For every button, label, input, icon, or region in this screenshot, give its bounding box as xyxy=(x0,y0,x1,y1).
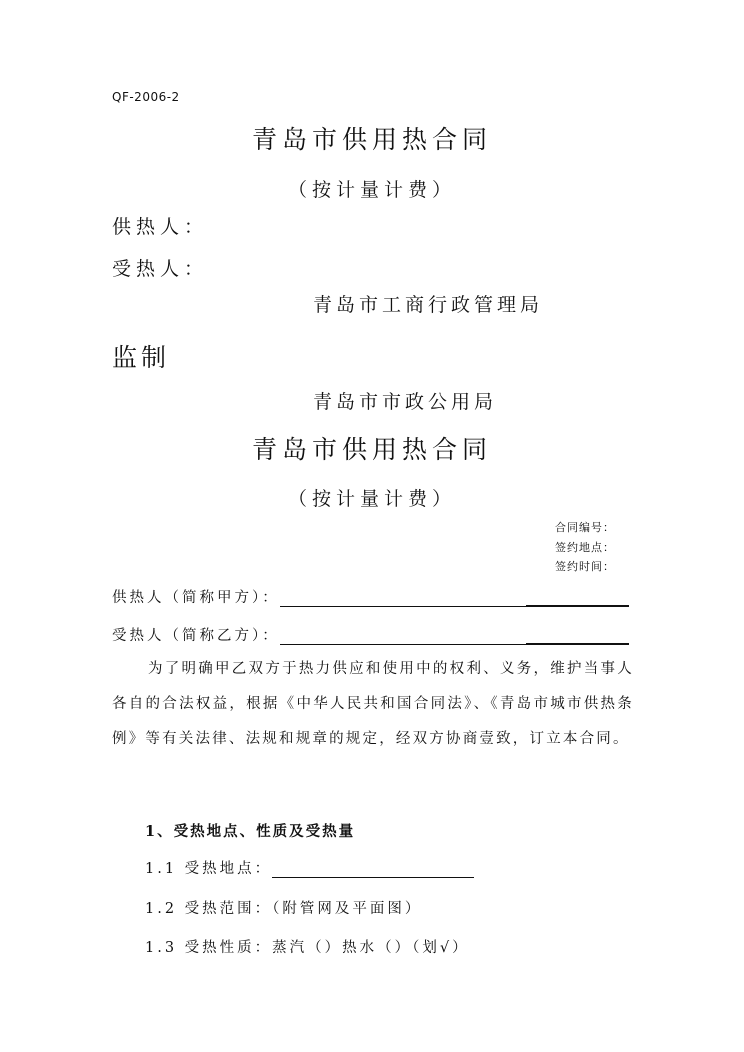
party-b-label: 受热人（简称乙方）： xyxy=(112,628,280,644)
party-a-row xyxy=(112,586,629,607)
section-1-heading: 1、受热地点、性质及受热量 xyxy=(145,823,356,840)
intro-paragraph-text: 为了明确甲乙双方于热力供应和使用中的权利、义务，维护当事人各自的合法权益，根据《中华人民共和国合同法》、《青岛市城市供热条例》等有关法律、法规和规章的规定，经双方协商壹致，订立本合同。 xyxy=(112,661,634,747)
item-1-2: 1.2 受热范围：（附管网及平面图） xyxy=(145,901,423,917)
item-1-1-label: 1.1 受热地点： xyxy=(145,861,273,877)
party-a-label: 供热人（简称甲方）： xyxy=(112,590,280,606)
item-1-1-row xyxy=(145,857,474,878)
cover-agency-2: 青岛市市政公用局 xyxy=(313,391,498,413)
party-b-field[interactable] xyxy=(280,630,526,645)
party-a-field[interactable] xyxy=(280,592,526,607)
sign-time-label: 签约时间： xyxy=(555,560,615,573)
cover-title: 青岛市供用热合同 xyxy=(251,125,492,154)
cover-receiver-label: 受热人： xyxy=(112,258,209,280)
heat-location-field[interactable] xyxy=(272,863,474,878)
cover-supplier-label: 供热人： xyxy=(112,216,209,238)
contract-number-label: 合同编号： xyxy=(555,521,615,534)
party-b-field-extension xyxy=(526,629,629,645)
party-b-row xyxy=(112,624,629,645)
cover-subtitle: （按计量计费） xyxy=(287,179,456,201)
cover-supervise: 监制 xyxy=(112,343,171,372)
intro-paragraph xyxy=(112,652,634,757)
cover-agency-1: 青岛市工商行政管理局 xyxy=(313,294,544,316)
body-subtitle: （按计量计费） xyxy=(287,488,456,510)
document-code: QF-2006-2 xyxy=(112,90,180,104)
item-1-3: 1.3 受热性质：蒸汽（）热水（）（划√） xyxy=(145,940,470,956)
body-title: 青岛市供用热合同 xyxy=(251,435,492,464)
party-a-field-extension xyxy=(526,591,629,607)
sign-place-label: 签约地点： xyxy=(555,541,615,554)
